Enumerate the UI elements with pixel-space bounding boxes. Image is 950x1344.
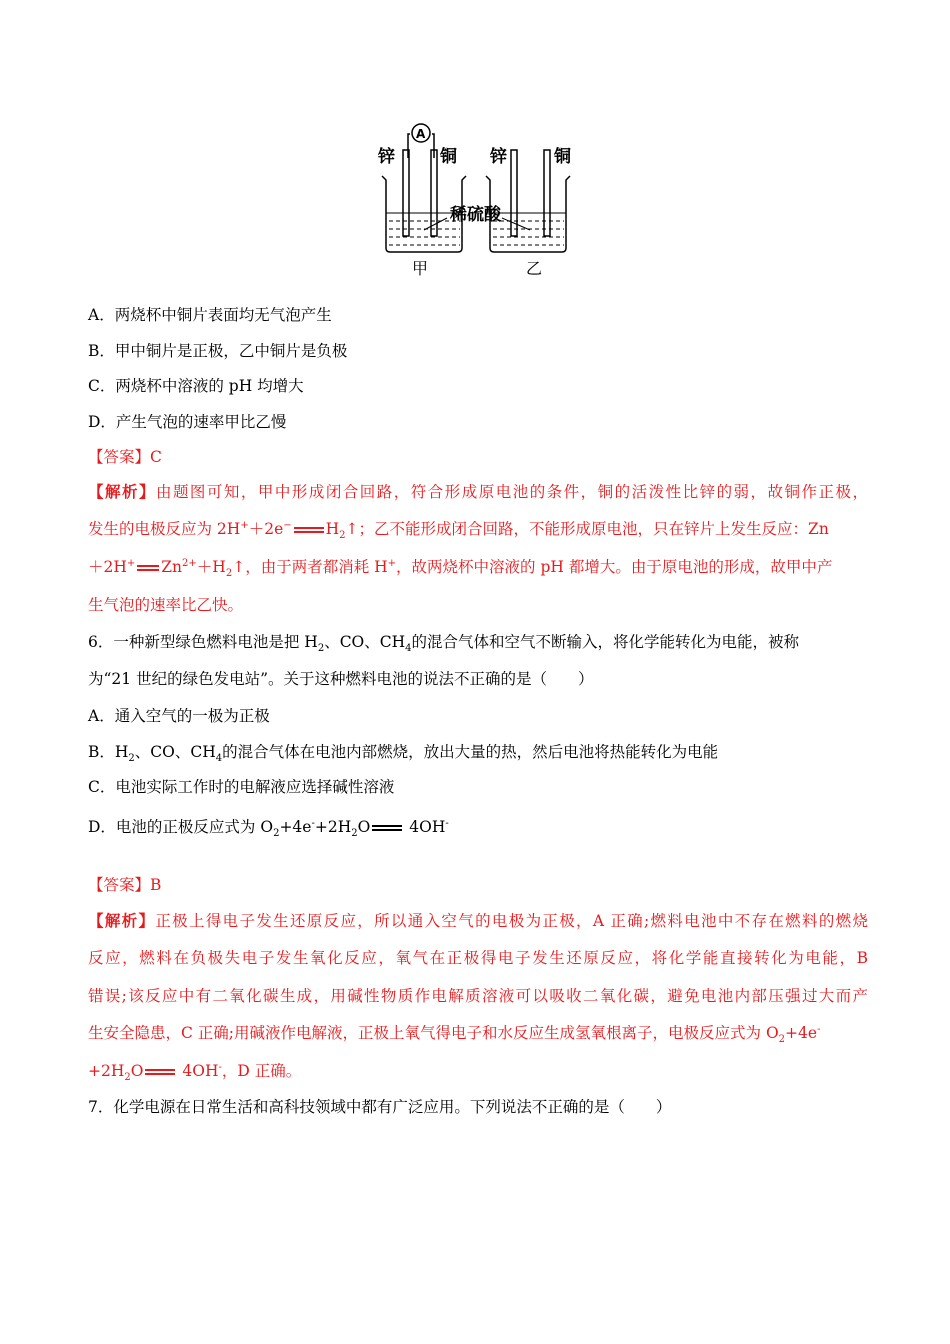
- beaker-b-label: 乙: [526, 259, 543, 278]
- q5-option-c: C．两烧杯中溶液的 pH 均增大: [88, 377, 304, 395]
- q5-answer: 【答案】C: [88, 448, 162, 466]
- label-pointer-left: [424, 218, 447, 230]
- analysis-tag: 【解析】: [88, 482, 156, 501]
- q6-option-a: A．通入空气的一极为正极: [88, 707, 270, 725]
- equals-sign: [372, 824, 402, 832]
- acid-label: 稀硫酸: [450, 205, 501, 225]
- zinc-label-left: 锌: [378, 147, 395, 167]
- zinc-label-right: 锌: [490, 147, 507, 167]
- equals-sign: [137, 564, 159, 572]
- zinc-electrode-left: [403, 150, 409, 236]
- q5-option-a: A．两烧杯中铜片表面均无气泡产生: [88, 306, 332, 324]
- copper-label-right: 铜: [554, 147, 571, 167]
- q6-answer: 【答案】B: [88, 876, 162, 894]
- q6-analysis-line-2: 反应，燃料在负极失电子发生氧化反应，氧气在正极得电子发生还原反应，将化学能直接转化为电能，B: [88, 949, 868, 967]
- q6-analysis-line-5: $+2H_2O$ 4OH-，D 正确。: [88, 1061, 302, 1084]
- beaker-a-label: 甲: [412, 259, 429, 278]
- equals-sign: [294, 526, 324, 534]
- q6-stem-line-2: 为“21 世纪的绿色发电站”。关于这种燃料电池的说法不正确的是（ ）: [88, 670, 594, 688]
- equals-sign: [145, 1068, 175, 1076]
- q6-analysis-line-4: 生安全隐患，C 正确;用碱液作电解液，正极上氧气得电子和水反应生成氢氧根离子，电极反应式为 $O_2+4e^-$: [88, 1023, 821, 1046]
- q6-option-b: B．$H_2$、CO、$CH_4$的混合气体在电池内部燃烧，放出大量的热，然后电池将热能转化为电能: [88, 743, 719, 765]
- q6-analysis-line-1: 【解析】正极上得电子发生还原反应，所以通入空气的电极为正极，A 正确;燃料电池中不存在燃料的燃烧: [88, 911, 868, 930]
- q5-option-b: B．甲中铜片是正极，乙中铜片是负极: [88, 342, 348, 360]
- q5-option-d: D．产生气泡的速率甲比乙慢: [88, 413, 287, 431]
- q5-analysis-line-4: 生气泡的速率比乙快。: [88, 596, 244, 614]
- q6-analysis-line-3: 错误;该反应中有二氧化碳生成，用碱性物质作电解质溶液可以吸收二氧化碳，避免电池内部压强过大而产: [88, 987, 868, 1005]
- q6-stem-line-1: 6．一种新型绿色燃料电池是把 $H_2$、CO、$CH_4$的混合气体和空气不断输入，将化学能转化为电能，被称: [88, 633, 800, 655]
- copper-electrode-left: [431, 150, 437, 236]
- copper-label-left: 铜: [440, 147, 457, 167]
- q5-analysis-line-3: ＋2H+ $Zn^{2+}+H_2↑$，由于两者都消耗 H+，故两烧杯中溶液的 pH 都增大。由于原电池的形成，故甲中产: [88, 557, 833, 580]
- q6-option-d: D．电池的正极反应式为 $O_2+4e^-+2H_2O$ 4OH-: [88, 817, 449, 840]
- label-pointer-right: [502, 218, 530, 230]
- ammeter-label: A: [416, 127, 426, 141]
- copper-electrode-right: [544, 150, 550, 236]
- q5-analysis-line-2: 发生的电极反应为 2H+＋2e− $H_2↑$；乙不能形成闭合回路，不能形成原电池，只在锌片上发生反应：Zn: [88, 519, 829, 542]
- q7-stem: 7．化学电源在日常生活和高科技领域中都有广泛应用。下列说法不正确的是（ ）: [88, 1098, 672, 1116]
- q6-option-c: C．电池实际工作时的电解液应选择碱性溶液: [88, 778, 395, 796]
- galvanic-cell-diagram: [372, 118, 582, 283]
- analysis-tag: 【解析】: [88, 911, 156, 930]
- q5-analysis-line-1: 【解析】由题图可知，甲中形成闭合回路，符合形成原电池的条件，铜的活泼性比锌的弱，故铜作正极，: [88, 482, 868, 501]
